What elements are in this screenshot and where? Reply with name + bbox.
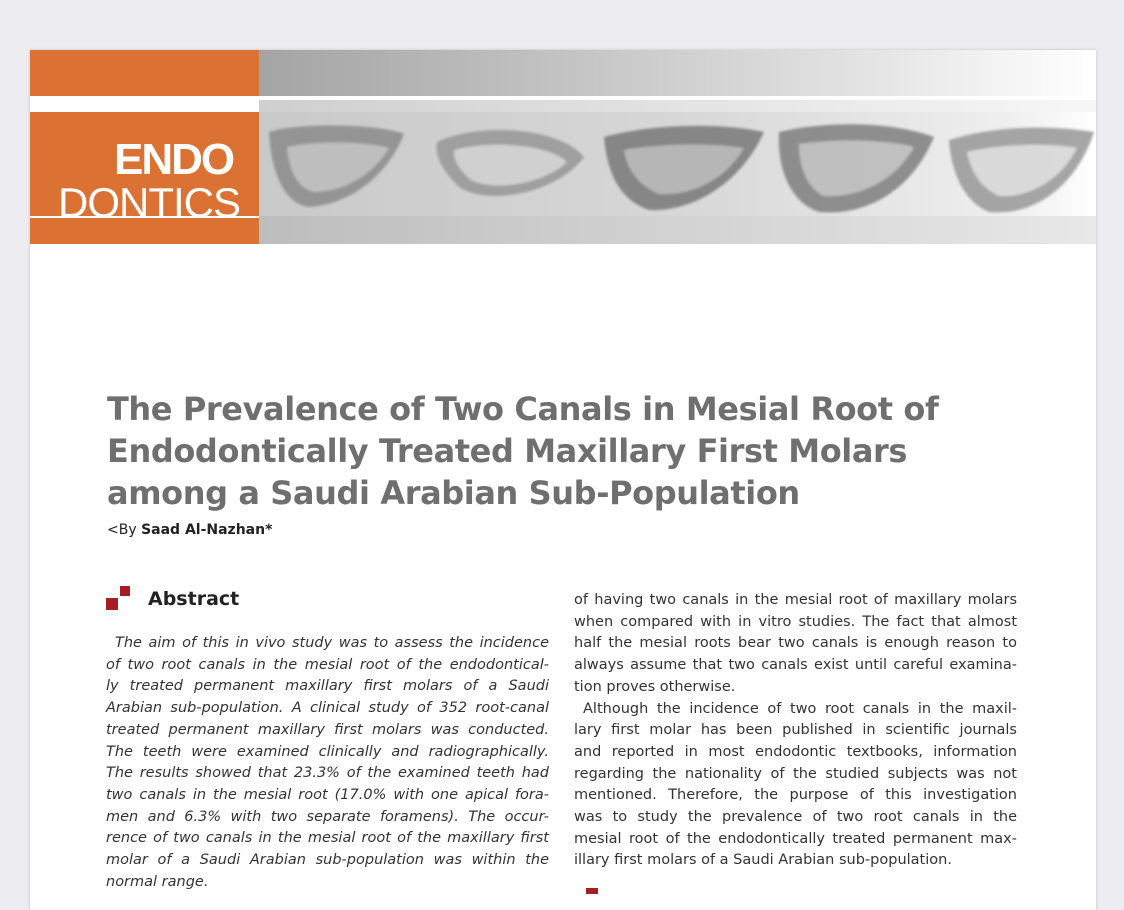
banner-teeth-photo-strip — [259, 112, 1096, 244]
body-text-column — [574, 590, 1017, 872]
body-line: mentioned. Therefore, the purpose of this investigation — [574, 787, 1017, 804]
abstract-line: normal range. — [106, 873, 209, 890]
abstract-line: two canals in the mesial root (17.0% with one apical fora- — [106, 786, 549, 803]
banner-grey-strip — [259, 100, 1096, 112]
body-line: tion proves otherwise. — [574, 678, 736, 695]
paragraph — [574, 699, 1017, 873]
abstract-line: molar of a Saudi Arabian sub-population was within the — [106, 852, 549, 869]
body-line: lary first molar has been published in scientific journals — [574, 722, 1017, 739]
abstract-line: The results showed that 23.3% of the examined teeth had — [106, 765, 549, 782]
section-marker-icon — [106, 586, 132, 612]
banner-orange-top-bar — [30, 50, 259, 96]
logo-text-endo: ENDO — [114, 135, 234, 184]
abstract-line: The teeth were examined clinically and radiographically. — [106, 743, 549, 760]
body-line: always assume that two canals exist until careful examina- — [574, 657, 1017, 674]
body-line: half the mesial roots bear two canals is enough reason to — [574, 635, 1017, 652]
abstract-text — [106, 633, 549, 893]
abstract-heading: Abstract — [148, 588, 240, 610]
body-line: illary first molars of a Saudi Arabian sub-population. — [574, 852, 952, 869]
abstract-line: ly treated permanent maxillary first molars of a Saudi — [106, 678, 549, 695]
abstract-line: The aim of this in vivo study was to assess the incidence — [115, 635, 549, 651]
banner-grey-top-bar — [259, 50, 1096, 96]
abstract-line: Arabian sub-population. A clinical study of 352 root-canal — [106, 700, 549, 717]
teeth-images-icon — [259, 112, 1096, 244]
abstract-line: men and 6.3% with two separate foramens). The occur- — [106, 808, 549, 825]
body-line: was to study the prevalence of two root canals in the — [574, 809, 1017, 826]
paragraph — [574, 590, 1017, 699]
byline — [107, 522, 272, 538]
body-line: Although the incidence of two root canals in the maxil- — [583, 700, 1017, 717]
body-line: when compared with in vitro studies. The fact that almost — [574, 613, 1017, 630]
body-line: of having two canals in the mesial root of maxillary molars — [574, 592, 1017, 608]
author-name: Saad Al-Nazhan* — [141, 522, 273, 538]
abstract-line: of two root canals in the mesial root of the endodontical- — [106, 656, 549, 673]
abstract-line: rence of two canals in the mesial root of the maxillary first — [106, 830, 549, 847]
title-line: The Prevalence of Two Canals in Mesial Root of — [107, 390, 939, 428]
body-line: and reported in most endodontic textbooks, information — [574, 743, 1017, 760]
logo-text-dontics: DONTICS — [58, 179, 240, 226]
byline-prefix: <By — [107, 522, 137, 538]
document-page — [30, 50, 1096, 910]
body-line: mesial root of the endodontically treated permanent max- — [574, 830, 1017, 847]
article-title — [107, 388, 1067, 514]
title-line: among a Saudi Arabian Sub-Population — [107, 474, 800, 512]
body-line: regarding the nationality of the studied subjects was not — [574, 765, 1017, 782]
section-marker-icon — [586, 888, 598, 894]
abstract-line: treated permanent maxillary first molars was conducted. — [106, 721, 549, 738]
title-line: Endodontically Treated Maxillary First Molars — [107, 432, 908, 470]
